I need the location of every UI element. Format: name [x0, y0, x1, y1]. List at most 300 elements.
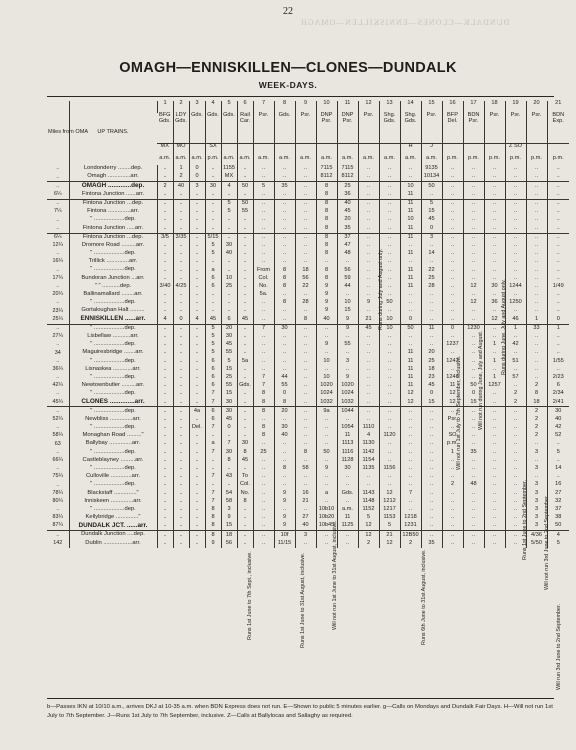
time-cell: ..	[463, 208, 484, 216]
time-cell: ..	[274, 341, 295, 349]
time-cell: 6	[205, 283, 221, 291]
time-cell: 2	[505, 398, 526, 407]
miles-cell: ..	[47, 407, 69, 416]
time-cell: ..	[157, 208, 173, 216]
time-cell: 11	[400, 382, 421, 390]
time-cell: 32	[547, 498, 569, 506]
time-cell: ..	[358, 398, 379, 407]
time-cell: ..	[189, 199, 205, 208]
time-cell: 3	[295, 531, 316, 540]
time-cell: 16	[295, 489, 316, 497]
time-cell: ..	[173, 489, 189, 497]
miles-cell: 87¼	[52, 522, 63, 529]
time-cell: ..	[442, 315, 463, 324]
time-cell: 7	[253, 382, 274, 390]
time-cell: ..	[379, 307, 400, 315]
time-cell: ..	[526, 165, 547, 173]
time-cell: ..	[379, 349, 400, 357]
time-cell: ..	[274, 349, 295, 357]
time-cell: ..	[173, 390, 189, 398]
time-cell: 3	[526, 498, 547, 506]
timetable-row	[47, 498, 569, 506]
timetable-row	[47, 208, 569, 216]
time-cell: ..	[157, 390, 173, 398]
time-cell: 8	[253, 424, 274, 432]
time-cell: ..	[421, 498, 442, 506]
time-cell: ..	[237, 216, 253, 224]
time-cell: ..	[221, 191, 237, 200]
time-cell: ..	[337, 416, 358, 424]
time-cell: ..	[205, 199, 221, 208]
time-cell: 4	[189, 315, 205, 324]
time-cell: ..	[237, 242, 253, 250]
time-cell: 6	[205, 366, 221, 374]
time-cell: 40	[221, 250, 237, 258]
station-cell: " ...................dep.	[69, 250, 157, 258]
time-cell: 21	[295, 498, 316, 506]
time-cell: ..	[526, 250, 547, 258]
time-cell: ..	[316, 424, 337, 432]
time-cell: ..	[253, 341, 274, 349]
time-cell: 8	[316, 224, 337, 233]
miles-cell: ..	[56, 465, 60, 472]
time-cell: 11	[400, 283, 421, 291]
time-cell: 33	[526, 324, 547, 333]
time-cell: 9	[274, 489, 295, 497]
time-cell: 8	[316, 242, 337, 250]
timetable-row	[47, 307, 569, 315]
time-cell: ..	[442, 165, 463, 173]
time-cell: 4	[547, 531, 569, 540]
time-cell: ..	[237, 416, 253, 424]
station-cell: Ballybay ..............arr.	[69, 440, 157, 448]
time-cell: 5a	[237, 357, 253, 365]
time-cell: ..	[442, 233, 463, 242]
time-cell: ..	[205, 457, 221, 465]
time-cell: ..	[547, 216, 569, 224]
time-cell: 44	[274, 374, 295, 382]
column-note: Runs 1st June to 31st August, inclusive.	[300, 552, 306, 648]
time-cell: ..	[316, 531, 337, 540]
time-cell: ..	[274, 333, 295, 341]
time-cell: ..	[173, 424, 189, 432]
time-cell: ..	[205, 432, 221, 440]
time-cell: ..	[358, 274, 379, 282]
time-cell: ..	[526, 242, 547, 250]
timetable-row	[47, 473, 569, 481]
time-cell: ..	[253, 258, 274, 266]
miles-cell: ..	[56, 481, 60, 488]
time-cell: ..	[157, 274, 173, 282]
time-cell: 10	[379, 324, 400, 333]
time-cell: ..	[421, 514, 442, 522]
miles-cell: ..	[47, 531, 69, 540]
time-cell: 2	[358, 539, 379, 547]
time-cell: ..	[379, 457, 400, 465]
time-cell: 1143	[358, 489, 379, 497]
time-cell: 20	[421, 349, 442, 357]
time-cell: 1148	[358, 498, 379, 506]
time-cell: ..	[379, 374, 400, 382]
station-cell: Trillick ..............arr.	[69, 258, 157, 266]
time-cell: ..	[421, 307, 442, 315]
time-cell: 30	[221, 407, 237, 416]
time-cell: ..	[442, 173, 463, 182]
time-cell: 28	[295, 299, 316, 307]
day-code-14: H	[400, 144, 421, 157]
time-cell: 0	[442, 324, 463, 333]
time-cell: ..	[379, 333, 400, 341]
time-cell: ..	[237, 432, 253, 440]
time-cell: ..	[316, 333, 337, 341]
time-cell: 45	[337, 208, 358, 216]
time-cell: 8	[295, 448, 316, 456]
time-cell: ..	[221, 481, 237, 489]
timetable-row	[47, 283, 569, 291]
train-number-8: 8	[274, 101, 295, 113]
time-cell: ..	[358, 366, 379, 374]
time-cell: ..	[526, 341, 547, 349]
time-cell: ..	[379, 266, 400, 274]
time-cell: 3	[526, 522, 547, 531]
time-cell: ..	[358, 242, 379, 250]
time-cell: 8	[253, 432, 274, 440]
time-cell: 55	[274, 382, 295, 390]
time-cell: ..	[547, 199, 569, 208]
time-cell: ..	[442, 182, 463, 191]
time-cell: ..	[505, 258, 526, 266]
time-cell: ..	[421, 465, 442, 473]
time-cell: ..	[484, 473, 505, 481]
time-cell: 56	[337, 266, 358, 274]
station-cell: Culloville .............arr.	[69, 473, 157, 481]
time-cell: ..	[221, 266, 237, 274]
time-cell: 16	[547, 481, 569, 489]
time-cell: ..	[173, 465, 189, 473]
time-cell: ..	[173, 506, 189, 514]
time-cell: 0	[421, 224, 442, 233]
time-cell: ..	[253, 539, 274, 547]
time-cell: 15	[221, 366, 237, 374]
ampm-14: a.m.	[400, 156, 421, 165]
time-cell: ..	[484, 522, 505, 531]
station-cell: Lisbellaw ...........arr.	[69, 333, 157, 341]
time-cell: 7	[205, 498, 221, 506]
time-cell: ..	[400, 407, 421, 416]
time-cell: 10	[316, 357, 337, 365]
time-cell: ..	[484, 199, 505, 208]
station-cell: Dublin ..................arr.	[69, 539, 157, 547]
time-cell: ..	[189, 349, 205, 357]
time-cell: ..	[189, 242, 205, 250]
time-cell: ..	[253, 522, 274, 531]
time-cell: ..	[505, 366, 526, 374]
time-cell: ..	[295, 390, 316, 398]
miles-cell: ..	[56, 390, 60, 397]
time-cell: ..	[442, 498, 463, 506]
miles-cell: 23¼	[52, 307, 63, 314]
time-cell: ..	[400, 424, 421, 432]
time-cell: 5	[205, 324, 221, 333]
time-cell: ..	[442, 307, 463, 315]
time-cell: 12	[442, 390, 463, 398]
time-cell: 30	[484, 283, 505, 291]
miles-cell: 66¼	[52, 456, 63, 463]
time-cell: ..	[237, 307, 253, 315]
time-cell: ..	[295, 481, 316, 489]
time-cell: 28	[421, 283, 442, 291]
time-cell: ..	[547, 307, 569, 315]
time-cell: ..	[295, 165, 316, 173]
time-cell: ..	[173, 307, 189, 315]
station-cell: OMAGH .............dep.	[69, 182, 157, 191]
time-cell: ..	[505, 266, 526, 274]
time-cell: ..	[157, 341, 173, 349]
train-type-20: Psr.	[526, 113, 547, 144]
time-cell: 1044	[337, 407, 358, 416]
time-cell: ..	[421, 299, 442, 307]
time-cell: ..	[547, 258, 569, 266]
miles-cell: ..	[56, 448, 60, 455]
time-cell: ..	[295, 191, 316, 200]
time-cell: 8	[274, 398, 295, 407]
time-cell: 23	[421, 374, 442, 382]
miles-cell: 63	[54, 440, 61, 447]
time-cell: 35	[274, 182, 295, 191]
time-cell: ..	[400, 481, 421, 489]
timetable-row	[47, 432, 569, 440]
time-cell: ..	[253, 514, 274, 522]
train-type-7: Psr.	[253, 113, 274, 144]
time-cell: ..	[526, 191, 547, 200]
time-cell: ..	[358, 307, 379, 315]
timetable-row	[47, 506, 569, 514]
day-code-19: Z SO	[505, 144, 526, 157]
time-cell: ..	[205, 481, 221, 489]
time-cell: ..	[379, 390, 400, 398]
time-cell: ..	[253, 242, 274, 250]
time-cell: ..	[237, 465, 253, 473]
timetable-row	[47, 274, 569, 282]
time-cell: 36	[484, 299, 505, 307]
time-cell: ..	[295, 382, 316, 390]
time-cell: ..	[526, 333, 547, 341]
miles-cell: 142	[53, 539, 63, 546]
time-cell: 10	[400, 182, 421, 191]
time-cell: ..	[189, 341, 205, 349]
time-cell: ..	[358, 182, 379, 191]
time-cell: ..	[400, 341, 421, 349]
time-cell: 40	[295, 522, 316, 531]
time-cell: 30	[274, 424, 295, 432]
time-cell: 0	[189, 165, 205, 173]
time-cell: ..	[237, 165, 253, 173]
time-cell: 48	[337, 250, 358, 258]
time-cell: ..	[157, 165, 173, 173]
time-cell: 45	[221, 416, 237, 424]
up-trains-header: UP TRAINS.	[69, 101, 157, 165]
time-cell: ..	[358, 165, 379, 173]
time-cell: ..	[173, 266, 189, 274]
time-cell: ..	[379, 182, 400, 191]
time-cell: 55	[237, 208, 253, 216]
time-cell: ..	[505, 191, 526, 200]
time-cell: ..	[205, 291, 221, 299]
time-cell: ..	[173, 349, 189, 357]
time-cell: 12	[400, 390, 421, 398]
time-cell: a	[205, 266, 221, 274]
time-cell: ..	[221, 258, 237, 266]
time-cell: ..	[379, 481, 400, 489]
time-cell: ..	[295, 307, 316, 315]
time-cell: ..	[173, 366, 189, 374]
column-note: Runs 1st June to 2nd September.	[522, 479, 528, 560]
time-cell: 3/35	[173, 233, 189, 242]
time-cell: 9	[316, 299, 337, 307]
time-cell: 1032	[316, 398, 337, 407]
time-cell: ..	[189, 224, 205, 233]
time-cell: ..	[295, 416, 316, 424]
column-note: Runs 6th June to 31st August, inclusive.	[421, 549, 427, 645]
time-cell: 20	[221, 324, 237, 333]
time-cell: 8	[205, 506, 221, 514]
miles-cell: ..	[56, 224, 60, 231]
time-cell: ..	[484, 173, 505, 182]
time-cell: 3	[526, 448, 547, 456]
time-cell: 1231	[400, 522, 421, 531]
time-cell: ..	[547, 173, 569, 182]
time-cell: ..	[463, 266, 484, 274]
time-cell: 51	[505, 357, 526, 365]
time-cell: ..	[173, 250, 189, 258]
time-cell: ..	[379, 440, 400, 448]
time-cell: 1113	[337, 440, 358, 448]
time-cell: ..	[157, 258, 173, 266]
time-cell: ..	[253, 165, 274, 173]
time-cell: ..	[379, 208, 400, 216]
timetable-row	[47, 489, 569, 497]
time-cell: 12	[463, 283, 484, 291]
time-cell: a.m.	[337, 506, 358, 514]
time-cell: ..	[463, 514, 484, 522]
time-cell: ..	[253, 366, 274, 374]
time-cell: 11/15	[274, 539, 295, 547]
train-number-3: 3	[189, 101, 205, 113]
time-cell: ..	[189, 432, 205, 440]
station-cell: " ...................dep.	[69, 448, 157, 456]
ampm-15: a.m.	[421, 156, 442, 165]
time-cell: 12	[379, 539, 400, 547]
timetable	[47, 101, 569, 548]
time-cell: 45	[221, 341, 237, 349]
time-cell: 10134	[421, 173, 442, 182]
ampm-5: a.m.	[221, 156, 237, 165]
train-number-18: 18	[484, 101, 505, 113]
time-cell: 27	[547, 489, 569, 497]
time-cell: ..	[189, 266, 205, 274]
time-cell: ..	[295, 457, 316, 465]
time-cell: ..	[358, 374, 379, 382]
time-cell: ..	[189, 506, 205, 514]
train-number-14: 14	[400, 101, 421, 113]
time-cell: 48	[463, 481, 484, 489]
time-cell: ..	[484, 242, 505, 250]
time-cell: ..	[421, 424, 442, 432]
train-number-1: 1	[157, 101, 173, 113]
time-cell: ..	[442, 407, 463, 416]
time-cell: ..	[221, 307, 237, 315]
time-cell: 9	[316, 307, 337, 315]
station-cell: Fintona ..............arr.	[69, 208, 157, 216]
time-cell: ..	[526, 457, 547, 465]
ampm-20: p.m.	[526, 156, 547, 165]
time-cell: ..	[189, 514, 205, 522]
time-cell: 5	[205, 333, 221, 341]
time-cell: ..	[173, 274, 189, 282]
time-cell: 1154	[358, 457, 379, 465]
time-cell: ..	[189, 448, 205, 456]
station-cell: Kellybridge .............."	[69, 514, 157, 522]
time-cell: 9	[316, 465, 337, 473]
ampm-21: p.m.	[547, 156, 569, 165]
time-cell: ..	[189, 522, 205, 531]
time-cell: 12	[379, 489, 400, 497]
time-cell: 9	[274, 522, 295, 531]
time-cell: ..	[189, 473, 205, 481]
time-cell: ..	[484, 349, 505, 357]
time-cell: 2	[442, 481, 463, 489]
time-cell: ..	[505, 514, 526, 522]
train-type-14: Shg. Gds.	[400, 113, 421, 144]
time-cell: ..	[358, 407, 379, 416]
time-cell: ..	[400, 448, 421, 456]
time-cell: 5	[221, 199, 237, 208]
time-cell: 11	[400, 191, 421, 200]
time-cell: ..	[526, 274, 547, 282]
time-cell: ..	[526, 199, 547, 208]
time-cell: 15	[221, 522, 237, 531]
ampm-9: a.m.	[295, 156, 316, 165]
time-cell: ..	[547, 299, 569, 307]
miles-cell: 42¼	[52, 382, 63, 389]
station-cell: DUNDALK JCT. ......arr.	[69, 522, 157, 531]
miles-cell: ..	[47, 182, 69, 191]
time-cell: 2	[526, 416, 547, 424]
time-cell: 1246	[442, 374, 463, 382]
miles-cell: ..	[56, 216, 60, 223]
time-cell: 11	[400, 357, 421, 365]
time-cell: 9	[337, 324, 358, 333]
miles-cell: 78¼	[52, 489, 63, 496]
time-cell: 5	[221, 208, 237, 216]
time-cell: ..	[526, 307, 547, 315]
column-note: Will not run 1st June to 31st August, inclusive.	[332, 520, 338, 630]
time-cell: ..	[484, 233, 505, 242]
time-cell: 8	[526, 390, 547, 398]
time-cell: ..	[157, 374, 173, 382]
time-cell: ..	[157, 432, 173, 440]
time-cell: ..	[505, 242, 526, 250]
time-cell: ..	[274, 440, 295, 448]
time-cell: ..	[379, 191, 400, 200]
time-cell: ..	[337, 498, 358, 506]
time-cell: ..	[173, 291, 189, 299]
time-cell: ..	[442, 274, 463, 282]
time-cell: ..	[358, 224, 379, 233]
time-cell: ..	[274, 208, 295, 216]
time-cell: 11	[400, 274, 421, 282]
timetable-row	[47, 522, 569, 531]
